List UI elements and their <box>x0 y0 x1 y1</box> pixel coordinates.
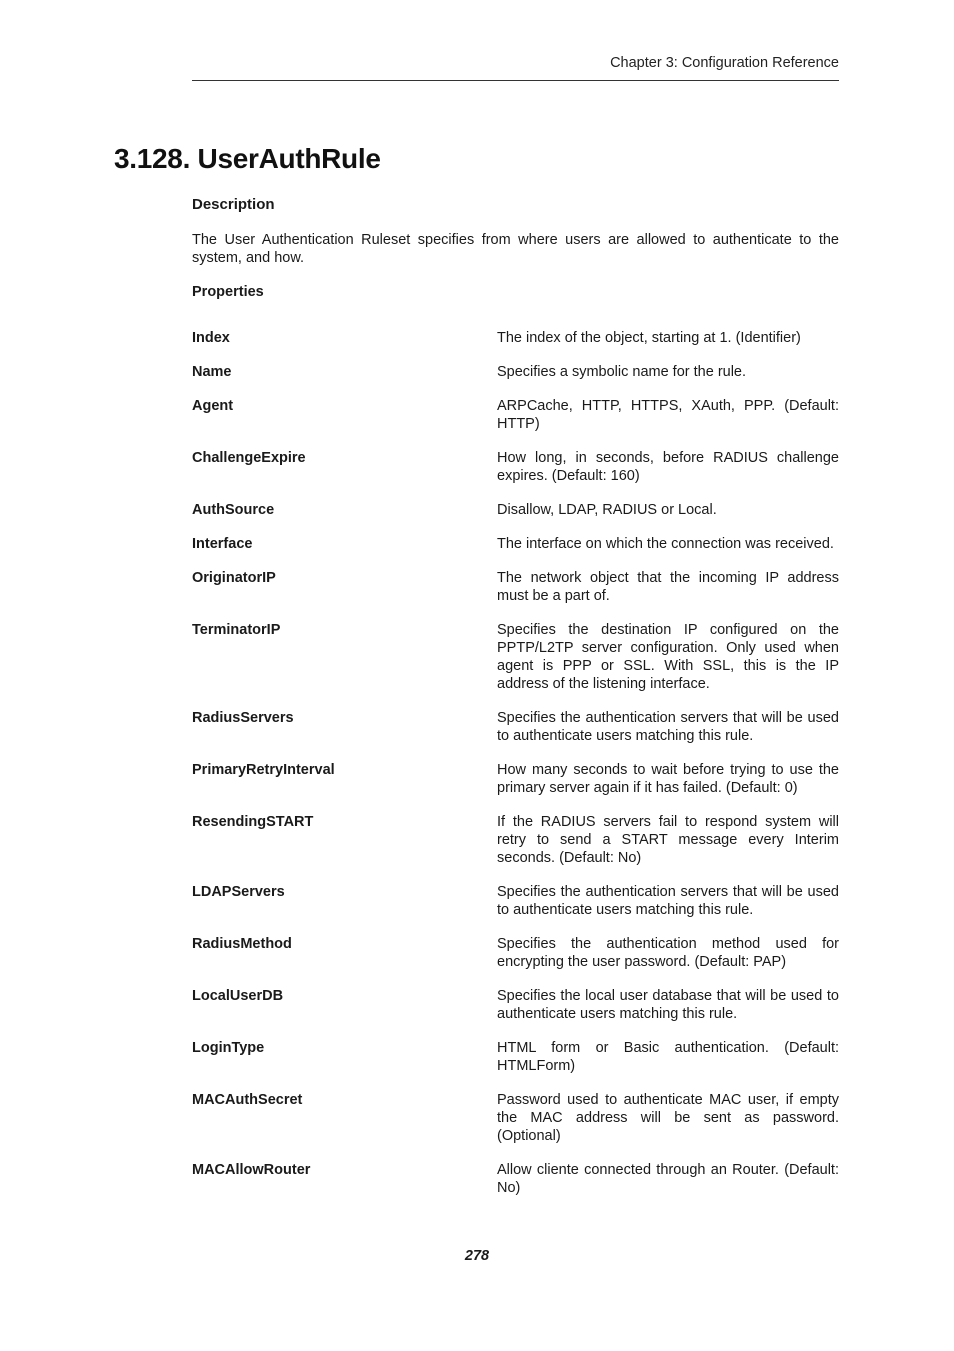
property-name: RadiusMethod <box>192 936 292 952</box>
property-row <box>192 449 839 485</box>
page-title: 3.128. UserAuthRule <box>114 142 381 174</box>
property-description: Specifies the local user database that will be used to authenticate users matching this rule. <box>497 988 839 1022</box>
property-row <box>192 569 839 605</box>
property-name: MACAllowRouter <box>192 1162 311 1178</box>
property-row <box>192 1039 839 1075</box>
properties-heading: Properties <box>192 284 264 300</box>
property-name: PrimaryRetryInterval <box>192 762 335 778</box>
property-description: Specifies a symbolic name for the rule. <box>497 364 747 380</box>
property-row <box>192 329 839 347</box>
property-name: ResendingSTART <box>192 814 314 830</box>
property-description: The interface on which the connection was received. <box>497 536 834 552</box>
property-name: TerminatorIP <box>192 622 281 638</box>
properties-list <box>192 329 839 1197</box>
running-header: Chapter 3: Configuration Reference <box>610 55 839 71</box>
property-name: LDAPServers <box>192 884 285 900</box>
property-name: LocalUserDB <box>192 988 284 1004</box>
property-name: Index <box>192 330 230 346</box>
property-description: How long, in seconds, before RADIUS challenge expires. (Default: 160) <box>497 450 839 484</box>
property-row <box>192 535 839 553</box>
property-description: Allow cliente connected through an Router. (Default: No) <box>497 1162 839 1196</box>
property-description: Password used to authenticate MAC user, if empty the MAC address will be sent as password. (Optional) <box>497 1092 839 1144</box>
description-heading: Description <box>192 196 275 213</box>
property-row <box>192 363 839 381</box>
property-row <box>192 883 839 919</box>
section-content <box>192 195 839 1213</box>
property-name: AuthSource <box>192 502 275 518</box>
property-name: RadiusServers <box>192 710 294 726</box>
property-description: Specifies the authentication servers that will be used to authenticate users matching this rule. <box>497 884 839 918</box>
property-description: How many seconds to wait before trying to use the primary server again if it has failed. (Default: 0) <box>497 762 839 796</box>
property-name: ChallengeExpire <box>192 450 306 466</box>
property-description: Specifies the authentication servers that will be used to authenticate users matching this rule. <box>497 710 839 744</box>
property-description: HTML form or Basic authentication. (Default: HTMLForm) <box>497 1040 839 1074</box>
property-row <box>192 987 839 1023</box>
property-description: The index of the object, starting at 1. (Identifier) <box>497 330 801 346</box>
property-row <box>192 397 839 433</box>
property-description: ARPCache, HTTP, HTTPS, XAuth, PPP. (Default: HTTP) <box>497 398 839 432</box>
header-divider <box>192 80 839 81</box>
property-name: OriginatorIP <box>192 570 276 586</box>
property-row <box>192 935 839 971</box>
property-row <box>192 501 839 519</box>
property-name: MACAuthSecret <box>192 1092 303 1108</box>
property-description: The network object that the incoming IP address must be a part of. <box>497 570 839 604</box>
property-description: Specifies the destination IP configured on the PPTP/L2TP server configuration. Only used when agent is PPP or SSL. With SSL, this is the IP address of the listening interface. <box>497 622 839 692</box>
property-row <box>192 1091 839 1145</box>
property-row <box>192 709 839 745</box>
property-row <box>192 621 839 693</box>
property-name: Agent <box>192 398 234 414</box>
property-description: Disallow, LDAP, RADIUS or Local. <box>497 502 717 518</box>
property-row <box>192 761 839 797</box>
property-row <box>192 813 839 867</box>
property-description: Specifies the authentication method used for encrypting the user password. (Default: PAP) <box>497 936 839 970</box>
property-row <box>192 1161 839 1197</box>
page-number: 278 <box>464 1248 490 1264</box>
property-name: LoginType <box>192 1040 265 1056</box>
property-description: If the RADIUS servers fail to respond system will retry to send a START message every Interim seconds. (Default: No) <box>497 814 839 866</box>
property-name: Name <box>192 364 232 380</box>
property-name: Interface <box>192 536 253 552</box>
description-text: The User Authentication Ruleset specifies from where users are allowed to authenticate to the system, and how. <box>192 232 839 266</box>
